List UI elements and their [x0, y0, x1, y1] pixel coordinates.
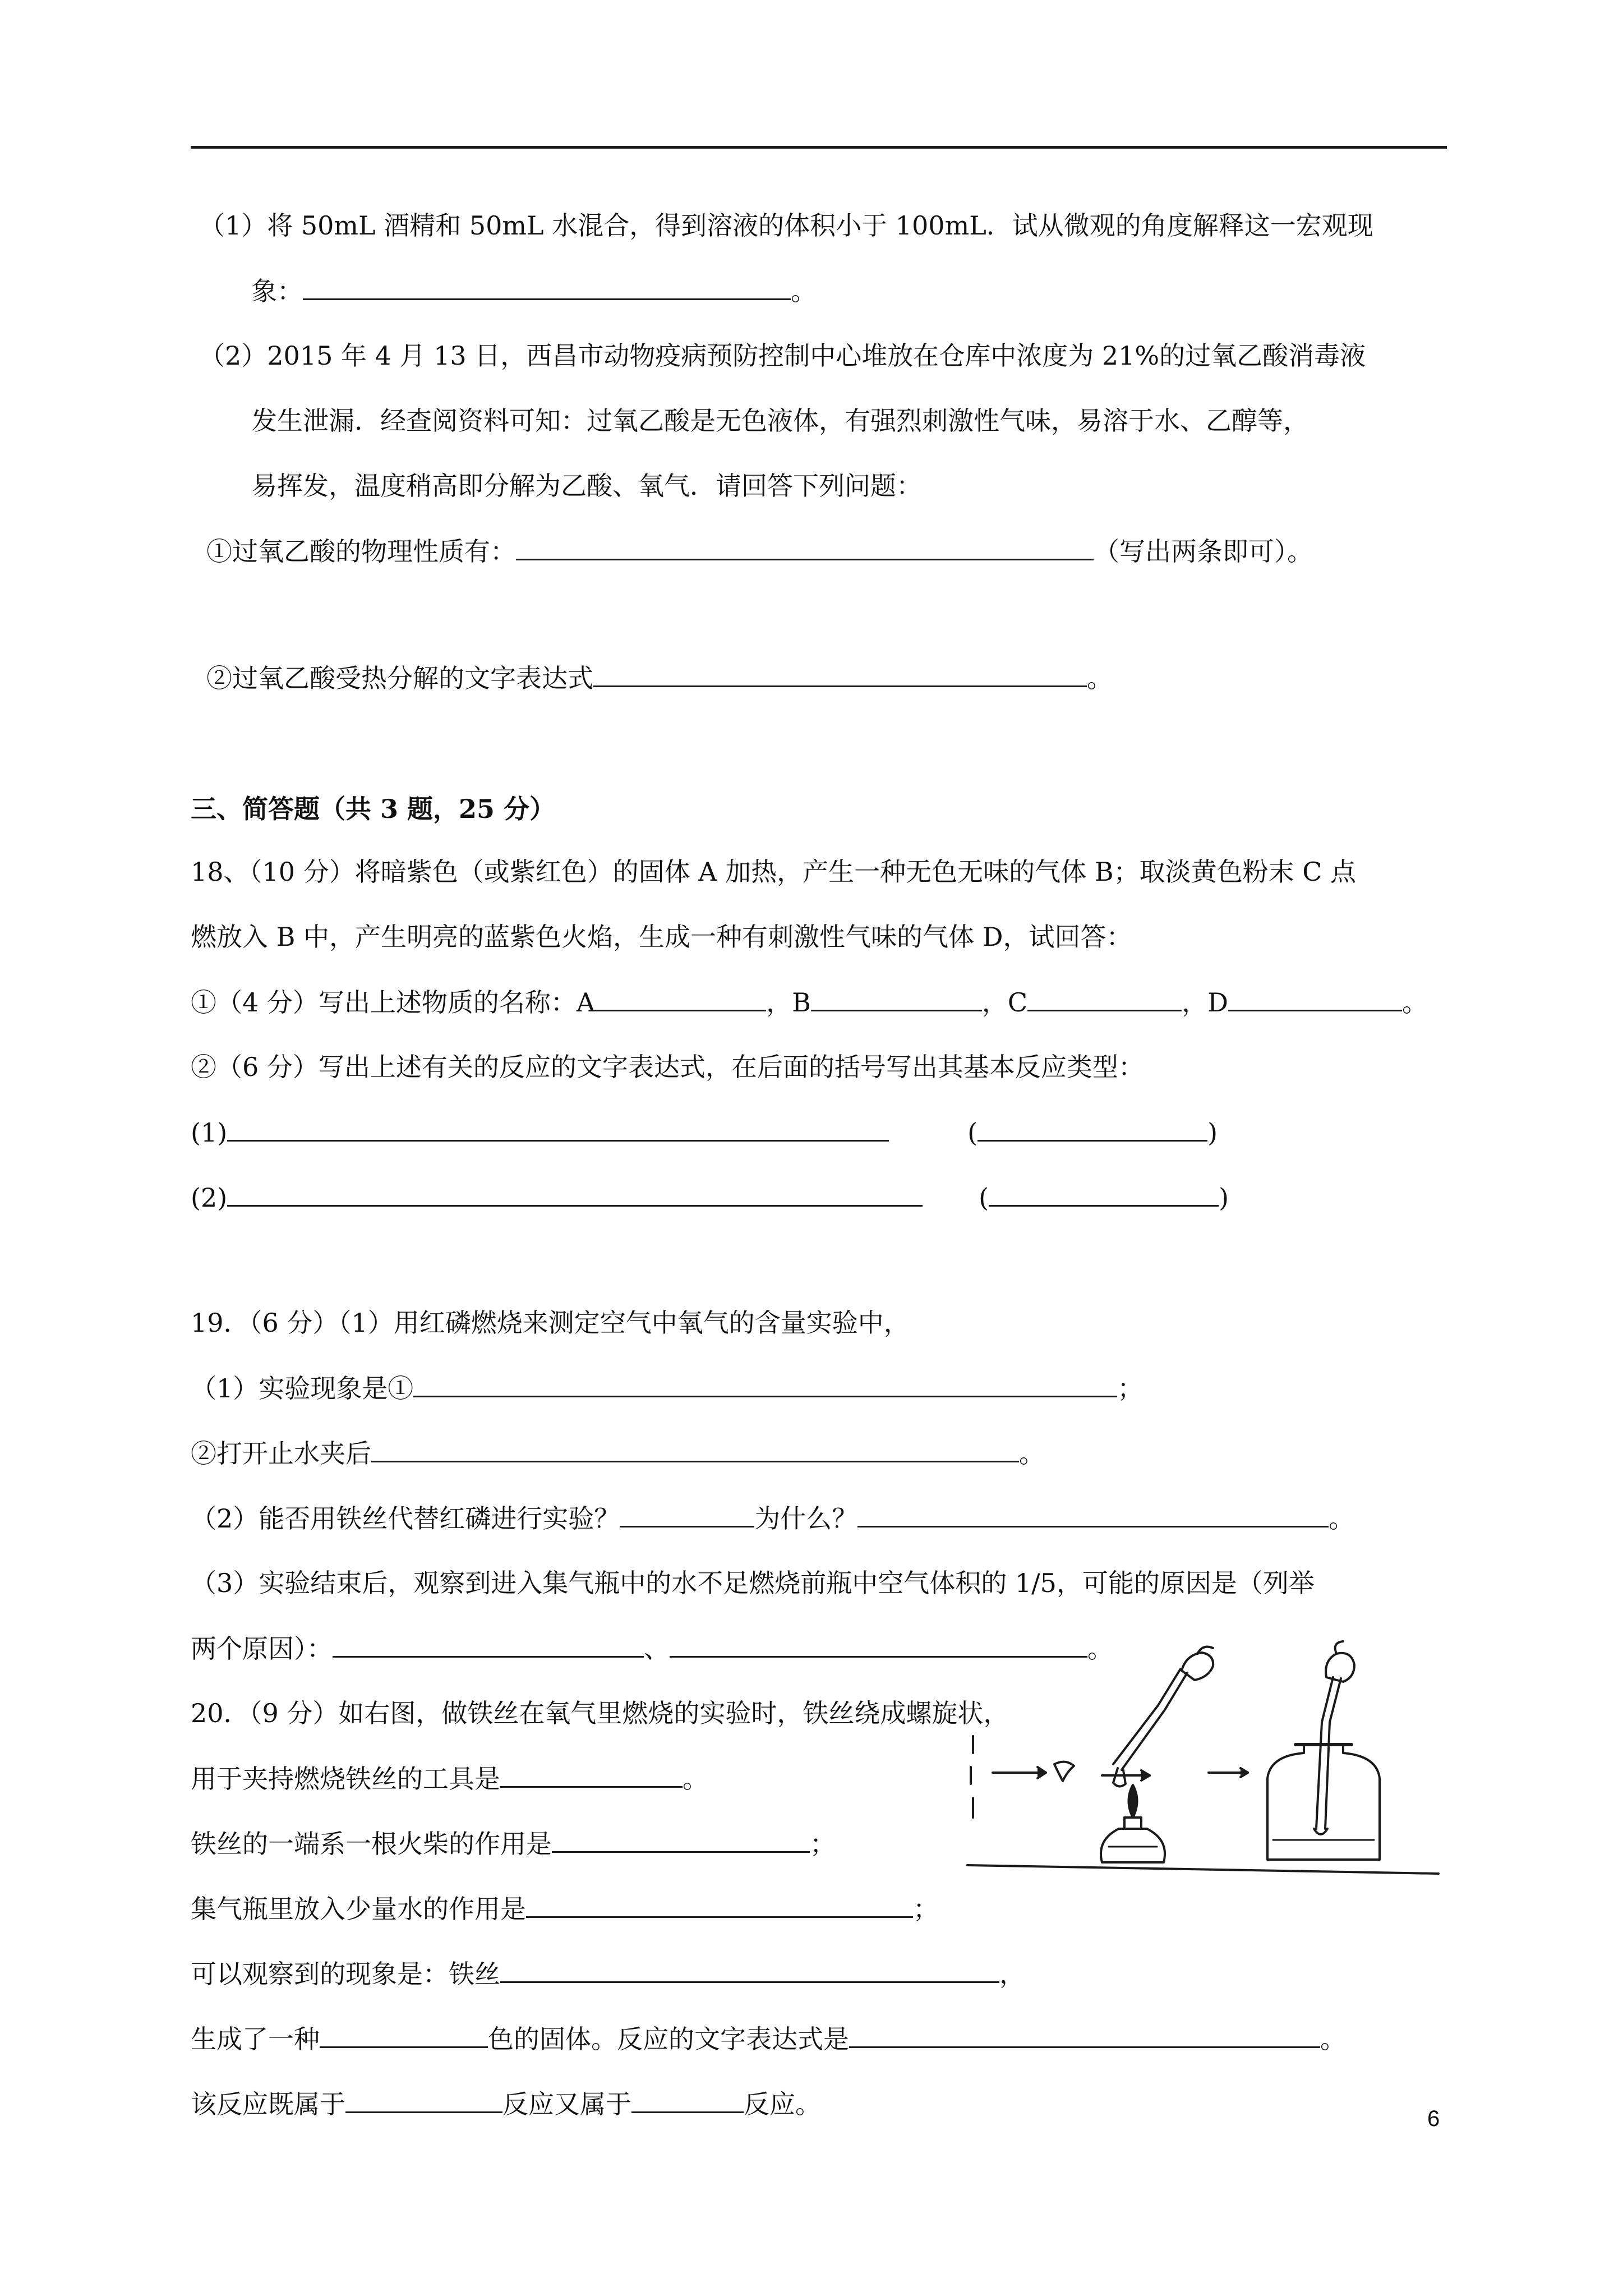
- answer-blank-b[interactable]: [811, 985, 982, 1011]
- q19-line1: 19．（6 分）（1）用红磷燃烧来测定空气中氧气的含量实验中，: [191, 1308, 910, 1338]
- q17-p2-line3: 易挥发，温度稍高即分解为乙酸、氧气．请回答下列问题：: [251, 471, 922, 501]
- iron-wire-experiment-figure: [962, 1638, 1444, 1879]
- answer-blank[interactable]: [978, 1115, 1207, 1142]
- answer-blank[interactable]: [552, 1826, 810, 1853]
- q17-p2-line2: 发生泄漏．经查阅资料可知：过氧乙酸是无色液体，有强烈刺激性气味，易溶于水、乙醇等，: [251, 406, 1309, 436]
- crucible-tongs: [1113, 1647, 1213, 1787]
- answer-blank-c[interactable]: [1027, 985, 1182, 1011]
- answer-blank[interactable]: [857, 1501, 1329, 1527]
- section-heading: 三、简答题（共 3 题，25 分）: [191, 794, 556, 824]
- q19-line3: ②打开止水夹后 。: [191, 1436, 1045, 1470]
- q20-line3: 铁丝的一端系一根火柴的作用是 ；: [191, 1826, 836, 1861]
- q20-line7: 该反应既属于 反应又属于 反应。: [191, 2087, 821, 2121]
- baseline: [967, 1865, 1438, 1874]
- q19-line4: （2）能否用铁丝代替红磷进行实验？ 为什么？ 。: [191, 1501, 1354, 1535]
- answer-blank[interactable]: [989, 1180, 1219, 1207]
- q19-line6: 两个原因）： 、 。: [191, 1631, 1113, 1665]
- q20-line6: 生成了一种 色的固体。反应的文字表达式是 。: [191, 2022, 1346, 2056]
- answer-blank[interactable]: [345, 2087, 502, 2113]
- gas-bottle: [1267, 1745, 1380, 1860]
- page-number: 6: [1427, 2106, 1440, 2131]
- q18-sub1: ①（4 分）写出上述物质的名称：A ，B ，C ，D 。: [191, 985, 1428, 1019]
- q17-sub1: ①过氧乙酸的物理性质有： （写出两条即可）。: [206, 534, 1313, 568]
- q19-line5: （3）实验结束后，观察到进入集气瓶中的水不足燃烧前瓶中空气体积的 1/5，可能的原因是（列举: [191, 1568, 1315, 1598]
- spiral-wire: [1054, 1762, 1074, 1781]
- bracket-line: [971, 1736, 973, 1818]
- answer-blank[interactable]: [526, 1892, 913, 1918]
- answer-blank[interactable]: [500, 1761, 683, 1788]
- q18-reaction-1: (1) ( ): [191, 1115, 1218, 1149]
- answer-blank-a[interactable]: [595, 985, 766, 1011]
- q18-sub2: ②（6 分）写出上述有关的反应的文字表达式，在后面的括号写出其基本反应类型：: [191, 1052, 1144, 1082]
- q20-line1: 20．（9 分）如右图，做铁丝在氧气里燃烧的实验时，铁丝绕成螺旋状，: [191, 1698, 1009, 1728]
- answer-blank[interactable]: [500, 1957, 999, 1983]
- q20-line2: 用于夹持燃烧铁丝的工具是 。: [191, 1761, 708, 1796]
- answer-blank[interactable]: [631, 2087, 744, 2113]
- q18-line1: 18、（10 分）将暗紫色（或紫红色）的固体 A 加热，产生一种无色无味的气体 B；取淡黄色粉末 C 点: [191, 857, 1357, 887]
- answer-blank[interactable]: [303, 274, 791, 300]
- right-tongs: [1314, 1641, 1354, 1834]
- alcohol-lamp: [1101, 1785, 1165, 1862]
- answer-blank[interactable]: [333, 1631, 644, 1658]
- q20-line5: 可以观察到的现象是：铁丝 ，: [191, 1957, 1025, 1991]
- answer-blank[interactable]: [593, 661, 1087, 687]
- q17-p1-line1: （1）将 50mL 酒精和 50mL 水混合，得到溶液的体积小于 100mL．试从微观的角度解释这一宏观现: [199, 210, 1373, 241]
- q18-reaction-2: (2) ( ): [191, 1180, 1229, 1214]
- q18-line2: 燃放入 B 中，产生明亮的蓝紫色火焰，生成一种有刺激性气味的气体 D，试回答：: [191, 922, 1132, 952]
- q17-sub2: ②过氧乙酸受热分解的文字表达式 。: [206, 661, 1113, 695]
- answer-blank[interactable]: [371, 1436, 1019, 1462]
- answer-blank[interactable]: [227, 1180, 923, 1207]
- answer-blank[interactable]: [620, 1501, 754, 1527]
- arrow-1: [993, 1767, 1046, 1778]
- q17-p2-line1: （2）2015 年 4 月 13 日，西昌市动物疫病预防控制中心堆放在仓库中浓度为 21%的过氧乙酸消毒液: [199, 341, 1366, 371]
- q17-p1-line2: 象： 。: [251, 274, 817, 308]
- answer-blank[interactable]: [320, 2022, 488, 2048]
- header-rule: [191, 146, 1447, 149]
- answer-blank[interactable]: [849, 2022, 1320, 2048]
- q19-line2: （1）实验现象是① ；: [191, 1371, 1143, 1405]
- arrow-3: [1209, 1768, 1248, 1777]
- answer-blank[interactable]: [516, 534, 1094, 560]
- answer-blank[interactable]: [413, 1371, 1117, 1397]
- answer-blank[interactable]: [227, 1115, 889, 1142]
- q20-line4: 集气瓶里放入少量水的作用是 ；: [191, 1892, 939, 1926]
- answer-blank-d[interactable]: [1228, 985, 1402, 1011]
